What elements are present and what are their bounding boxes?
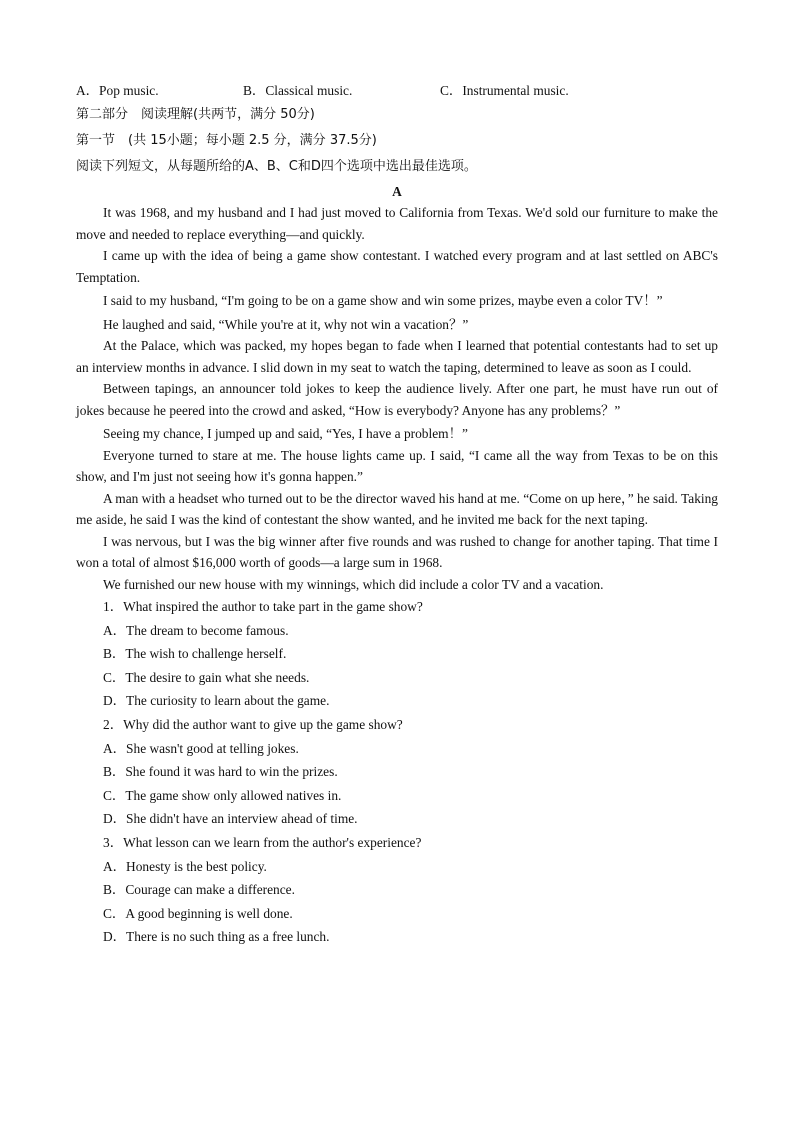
option-c: C．A good beginning is well done. <box>103 905 293 921</box>
option-c: C．The desire to gain what she needs. <box>103 669 310 685</box>
question-1 <box>76 595 718 713</box>
option-a: A．Pop music. <box>76 83 159 98</box>
paragraph: I said to my husband, “I'm going to be on a game show and win some prizes, maybe even a color TV！” <box>103 293 663 308</box>
option-d: D．She didn't have an interview ahead of time. <box>103 811 358 827</box>
paragraph: Everyone turned to stare at me. The house lights came up. I said, “I came all the way from Texas to be on this show, and I'm just not seeing how it's gonna happen.” <box>76 447 718 484</box>
section-part-heading: 第二部分 阅读理解(共两节，满分 50分) <box>76 107 315 122</box>
option-c: C．Instrumental music. <box>440 83 569 98</box>
paragraph: At the Palace, which was packed, my hopes began to fade when I learned that potential contestants had to set up an interview months in advance. I slid down in my seat to watch the taping, determined to leave as soon as I could. <box>76 338 718 375</box>
option-d: D．There is no such thing as a free lunch. <box>103 929 330 945</box>
previous-question-options <box>76 80 718 102</box>
paragraph: A man with a headset who turned out to be the director waved his hand at me. “Come on up here，” he said. Taking me aside, he said I was the kind of contestant the show wanted, and he invited me back for the next taping. <box>76 490 718 527</box>
option-c: C．The game show only allowed natives in. <box>103 787 342 803</box>
paragraph: I was nervous, but I was the big winner after five rounds and was rushed to change for another taping. That time I won a total of almost $16,000 worth of goods—a large sum in 1968. <box>76 533 718 570</box>
option-a: A．She wasn't good at telling jokes. <box>103 740 299 756</box>
paragraph: He laughed and said, “While you're at it, why not win a vacation？” <box>103 316 469 332</box>
paragraph: Seeing my chance, I jumped up and said, “Yes, I have a problem！” <box>103 426 468 441</box>
document-page <box>76 80 718 949</box>
passage-body <box>76 202 718 595</box>
option-b: B．The wish to challenge herself. <box>103 646 287 662</box>
option-d: D．The curiosity to learn about the game. <box>103 693 330 709</box>
paragraph: It was 1968, and my husband and I had just moved to California from Texas. We'd sold our furniture to make the move and needed to replace everything—and quickly. <box>76 205 718 242</box>
instructions: 阅读下列短文，从每题所给的A、B、C和D四个选项中选出最佳选项。 <box>76 159 477 174</box>
paragraph: Between tapings, an announcer told jokes to keep the audience lively. After one part, he must have run out of jokes because he peered into the crowd and asked, “How is everybody? Anyone has any problems？” <box>76 381 718 418</box>
option-b: B．She found it was hard to win the prizes. <box>103 764 338 780</box>
question-2 <box>76 713 718 831</box>
option-b: B．Courage can make a difference. <box>103 882 295 898</box>
section-one-heading: 第一节 (共 15小题；每小题 2.5 分，满分 37.5分) <box>76 133 377 148</box>
paragraph: We furnished our new house with my winnings, which did include a color TV and a vacation. <box>103 576 604 592</box>
question-stem: 2．Why did the author want to give up the game show? <box>103 716 403 732</box>
option-b: B．Classical music. <box>243 83 353 98</box>
passage-title: A <box>392 184 402 199</box>
paragraph: I came up with the idea of being a game show contestant. I watched every program and at last settled on ABC's Temptation. <box>76 248 718 285</box>
option-a: A．Honesty is the best policy. <box>103 858 267 874</box>
question-3 <box>76 831 718 949</box>
question-stem: 1．What inspired the author to take part in the game show? <box>103 599 423 614</box>
option-a: A．The dream to become famous. <box>103 622 289 638</box>
question-stem: 3．What lesson can we learn from the author's experience? <box>103 834 422 850</box>
